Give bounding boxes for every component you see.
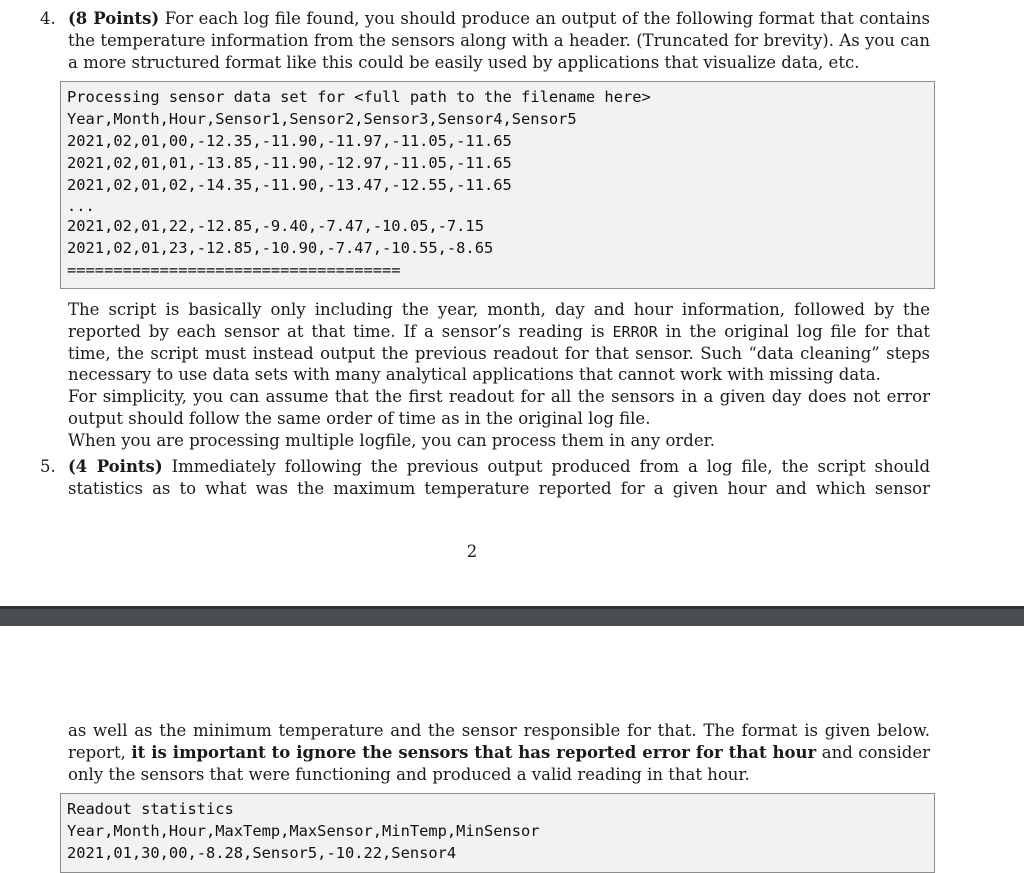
code-line: Processing sensor data set for <full path to the filename here>	[67, 88, 651, 106]
important-note: it is important to ignore the sensors that has reported error for that hour	[131, 742, 817, 762]
document-page-2	[0, 626, 1024, 862]
item-4-points: (8 Points)	[68, 9, 160, 28]
code-line: Readout statistics	[67, 800, 234, 818]
p2-line-3: only the sensors that were functioning and produced a valid reading in that hour.	[68, 764, 750, 784]
code-line: 2021,02,01,01,-13.85,-11.90,-12.97,-11.05,-11.65	[67, 153, 512, 172]
page-number: 2	[466, 542, 478, 561]
code-block-readout-statistics	[60, 793, 935, 873]
code-line: Year,Month,Hour,MaxTemp,MaxSensor,MinTemp,MinSensor	[67, 821, 540, 840]
para-line-3: time, the script must instead output the previous readout for that sensor. Such “data cleaning” steps	[68, 343, 930, 363]
para-line-6: output should follow the same order of time as in the original log file.	[68, 408, 651, 428]
para-line-5: For simplicity, you can assume that the first readout for all the sensors in a given day does not error	[68, 387, 930, 407]
item-5-line-1: (4 Points) Immediately following the previous output produced from a log file, the script should	[68, 457, 930, 476]
item-4-line-1: (8 Points) For each log file found, you should produce an output of the following format that contains	[68, 9, 930, 28]
code-line: ...	[67, 197, 95, 216]
code-line: Year,Month,Hour,Sensor1,Sensor2,Sensor3,Sensor4,Sensor5	[67, 109, 577, 128]
report-paragraph	[68, 720, 930, 785]
code-line: 2021,02,01,02,-14.35,-11.90,-13.47,-12.55,-11.65	[67, 175, 512, 194]
error-keyword: ERROR	[612, 322, 658, 341]
item-4-number: 4.	[40, 9, 56, 28]
explanation-paragraph	[68, 299, 930, 452]
p2-line-1: as well as the minimum temperature and the sensor responsible for that. The format is given below.	[68, 721, 930, 740]
code-line: 2021,02,01,23,-12.85,-10.90,-7.47,-10.55,-8.65	[67, 239, 494, 258]
item-4-line-3: a more structured format like this could be easily used by applications that visualize data, etc.	[68, 52, 860, 72]
p2-line-2: report, it is important to ignore the sensors that has reported error for that hour and consider	[68, 742, 930, 762]
item-4-body	[68, 8, 930, 73]
code-line: 2021,02,01,22,-12.85,-9.40,-7.47,-10.05,-7.15	[67, 217, 484, 236]
para-line-7: When you are processing multiple logfile, you can process them in any order.	[68, 430, 715, 450]
item-5-line-2: statistics as to what was the maximum temperature reported for a given hour and which sensor	[68, 478, 930, 498]
item-4-line-2: the temperature information from the sensors along with a header. (Truncated for brevity). As you can	[68, 30, 930, 50]
item-5-points: (4 Points)	[68, 457, 163, 476]
item-5-number: 5.	[40, 457, 56, 476]
code-line-separator: ====================================	[67, 261, 401, 280]
item-5-body	[68, 456, 930, 500]
code-line: 2021,02,01,00,-12.35,-11.90,-11.97,-11.05,-11.65	[67, 131, 512, 150]
para-line-2: reported by each sensor at that time. If a sensor’s reading is ERROR in the original log file for that	[68, 321, 930, 341]
para-line-4: necessary to use data sets with many analytical applications that cannot work with missing data.	[68, 365, 881, 385]
code-block-sensor-output	[60, 81, 935, 289]
page-separator	[0, 606, 1024, 626]
para-line-1: The script is basically only including the year, month, day and hour information, followed by the	[68, 300, 930, 319]
code-line: 2021,01,30,00,-8.28,Sensor5,-10.22,Sensor4	[67, 843, 457, 862]
